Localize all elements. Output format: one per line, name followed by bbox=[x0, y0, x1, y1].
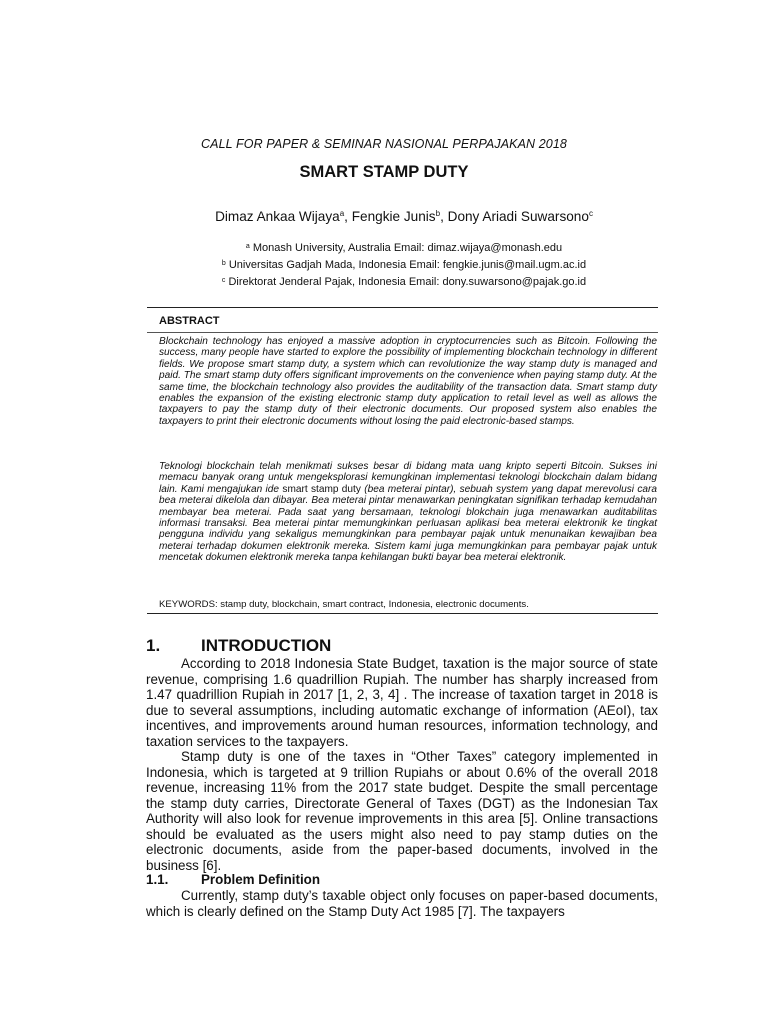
affiliation bbox=[0, 256, 768, 273]
affiliation bbox=[0, 239, 768, 256]
affil-mark: a bbox=[245, 243, 250, 250]
author-name: Dony Ariadi Suwarsono bbox=[447, 209, 589, 224]
subsection-heading bbox=[146, 872, 320, 887]
abstract-top-rule bbox=[147, 307, 658, 308]
affil-mark: b bbox=[221, 260, 226, 267]
section-title: INTRODUCTION bbox=[201, 636, 332, 655]
conference-header: CALL FOR PAPER & SEMINAR NASIONAL PERPAJAKAN 2018 bbox=[201, 137, 567, 151]
abstract-bottom-rule bbox=[147, 613, 658, 614]
subsection-number: 1.1. bbox=[146, 872, 169, 887]
affiliation-list bbox=[0, 239, 768, 290]
abstract-indonesian bbox=[159, 461, 657, 564]
body-paragraph: According to 2018 Indonesia State Budget, taxation is the major source of state revenue, comprising 1.6 quadrillion Rupiah. The number has sharply increased from 1.47 quadrillion Rupiah in 2017 [1, 2, 3, 4] . The increase of taxation target in 2018 is due to several assumptions, including automatic exchange of information (AEoI), tax incentives, and improvements around human resources, information technology, and taxation services to the taxpayers. bbox=[146, 656, 658, 749]
author-affil-mark: c bbox=[588, 209, 593, 218]
body-paragraph: Stamp duty is one of the taxes in “Other Taxes” category implemented in Indonesia, which is targeted at 9 trillion Rupiahs or about 0.6% of the overall 2018 revenue, increasing 11% from the 2017 state budget. Despite the small percentage the stamp duty carries, Directorate General of Taxes (DGT) as the Indonesian Tax Authority will also look for revenue improvements in this area [5]. Online transactions should be evaluated as the users might also need to pay stamp duties on the electronic documents, aside from the paper-based documents, involved in the business [6]. bbox=[146, 749, 658, 873]
author-affil-mark: b bbox=[435, 209, 441, 218]
author-name: Fengkie Junis bbox=[351, 209, 436, 224]
abstract-english: Blockchain technology has enjoyed a massive adoption in cryptocurrencies such as Bitcoin. Following the success, many people have started to explore the possibility of implementing blockchain technology in different fields. We propose smart stamp duty, a system which can revolutionize the way stamp duty is managed and paid. The smart stamp duty offers significant improvements on the convenience when paying stamp duty. At the same time, the blockchain technology also provides the auditability of the transaction data. Smart stamp duty enables the expansion of the existing electronic stamp duty application to retail level as well as allows the taxpayers to pay the stamp duty of their electronic documents. Our proposed system also enables the taxpayers to print their electronic documents without losing the paid electronic-based stamps. bbox=[159, 336, 657, 427]
subsection-title: Problem Definition bbox=[201, 872, 321, 887]
section-heading bbox=[146, 636, 331, 656]
abstract-id-text: (bea meterai pintar), sebuah system yang dapat merevolusi cara bea meterai dikelola dan dibayar. Bea meterai pintar menawarkan peningkatan signifikan terhadap kemudahan membayar bea meterai. Pada saat yang bersamaan, teknologi blokchain juga menawarkan auditabilitas informasi transaksi. Bea meterai pintar memungkinkan perluasan aplikasi bea meterai elektronik ke tingkat pengguna individu yang sekaligus memungkinkan para pembayar pajak untuk menunaikan kewajiban bea meterai terhadap dokumen elektronik mereka. Sistem kami juga memungkinkan para pembayar pajak untuk mencetak dokumen elektronik mereka tanpa kehilangan bukti bayar bea meterai elektronik. bbox=[159, 483, 657, 564]
affil-mark: c bbox=[221, 277, 226, 284]
section-number: 1. bbox=[146, 636, 161, 655]
affil-text: Direktorat Jenderal Pajak, Indonesia Email: dony.suwarsono@pajak.go.id bbox=[228, 276, 587, 288]
body-paragraph: Currently, stamp duty’s taxable object only focuses on paper-based documents, which is clearly defined on the Stamp Duty Act 1985 [7]. The taxpayers bbox=[146, 888, 658, 919]
abstract-id-text: Teknologi blockchain telah menikmati sukses besar di bidang mata uang kripto seperti Bitcoin. Sukses ini memacu banyak orang untuk mengeksplorasi kemungkinan implementasi teknologi blockchain dalam bidang lain. Kami mengajukan ide bbox=[159, 461, 657, 495]
keywords: KEYWORDS: stamp duty, blockchain, smart contract, Indonesia, electronic documents. bbox=[159, 599, 529, 610]
paper-title: SMART STAMP DUTY bbox=[299, 163, 469, 181]
author-list: Dimaz Ankaa Wijaya$^a$, Fengkie Junis$^b$, Dony Ariadi Suwarsono$^c$ bbox=[215, 209, 593, 224]
affil-text: Monash University, Australia Email: dimaz.wijaya@monash.edu bbox=[252, 242, 563, 254]
abstract-heading: ABSTRACT bbox=[159, 315, 220, 327]
author-name: Dimaz Ankaa Wijaya bbox=[215, 209, 340, 224]
author-affil-mark: a bbox=[339, 209, 345, 218]
affiliation bbox=[0, 273, 768, 290]
affil-text: Universitas Gadjah Mada, Indonesia Email: fengkie.junis@mail.ugm.ac.id bbox=[228, 259, 587, 271]
abstract-id-term: smart stamp duty bbox=[282, 483, 361, 495]
abstract-heading-rule bbox=[147, 332, 658, 333]
